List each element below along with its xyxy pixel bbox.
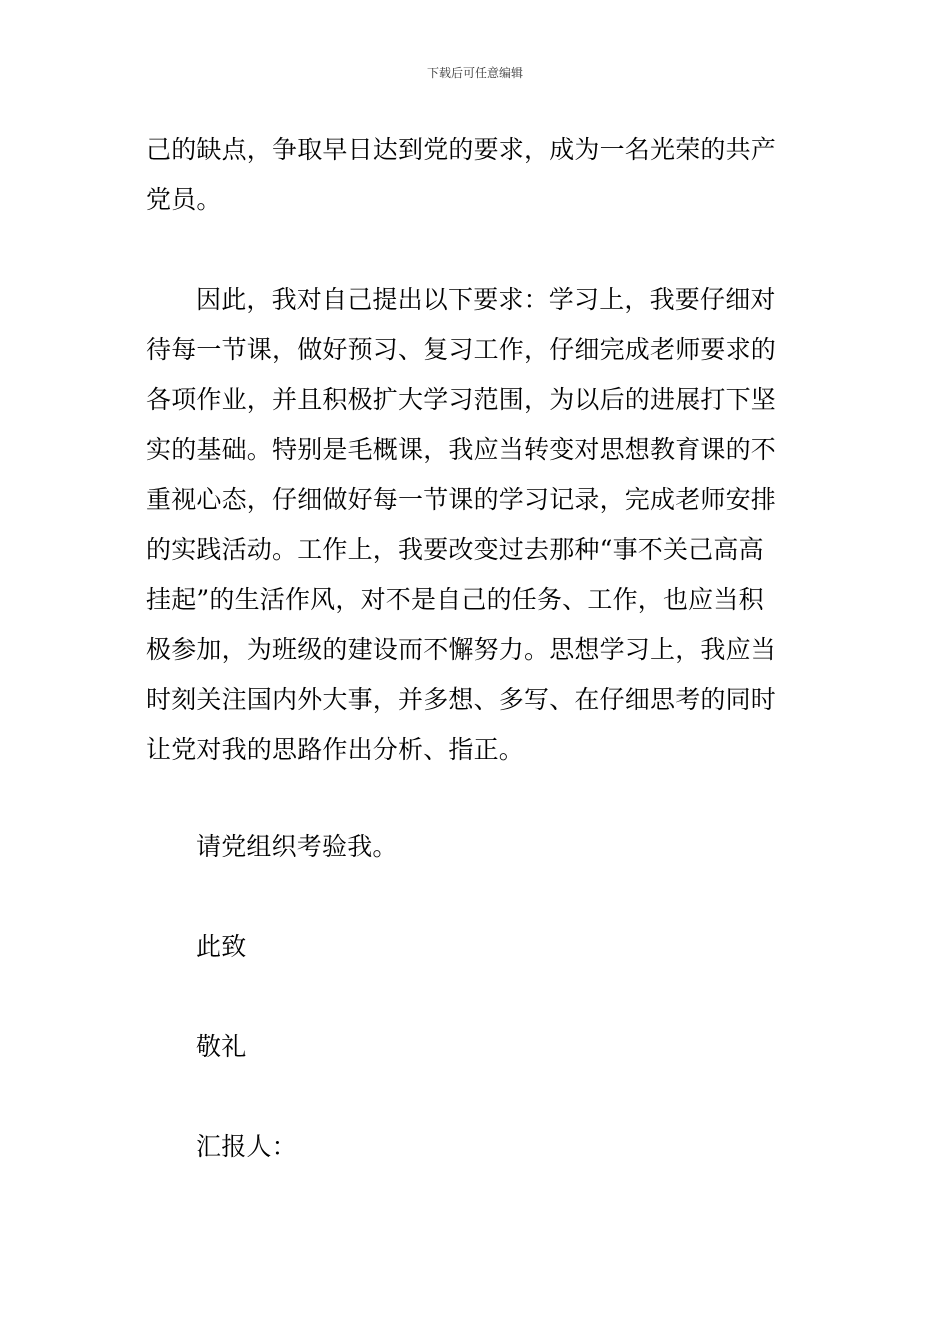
paragraph-1-line-1: 己的缺点，争取早日达到党的要求，成为一名光荣的共产 xyxy=(146,135,777,164)
paragraph-2-line-7: 挂起”的生活作风，对不是自己的任务、工作，也应当积 xyxy=(146,585,764,614)
paragraph-2-line-3: 各项作业，并且积极扩大学习范围，为以后的进展打下坚 xyxy=(146,385,777,414)
page-header: 下载后可任意编辑 xyxy=(426,66,523,80)
paragraph-2-line-4: 实的基础。特别是毛概课，我应当转变对思想教育课的不 xyxy=(146,435,777,464)
paragraph-2-line-2: 待每一节课，做好预习、复习工作，仔细完成老师要求的 xyxy=(146,335,777,364)
closing-salutation: 此致 xyxy=(196,932,247,961)
paragraph-3: 请党组织考验我。 xyxy=(196,832,398,861)
paragraph-2-line-9: 时刻关注国内外大事，并多想、多写、在仔细思考的同时 xyxy=(146,685,777,714)
paragraph-1-line-2: 党员。 xyxy=(146,185,222,214)
reporter-label: 汇报人： xyxy=(196,1132,297,1161)
paragraph-2-line-6: 的实践活动。工作上，我要改变过去那种“事不关己高高 xyxy=(146,535,764,564)
paragraph-2-line-10: 让党对我的思路作出分析、指正。 xyxy=(146,735,525,764)
paragraph-2-line-8: 极参加，为班级的建设而不懈努力。思想学习上，我应当 xyxy=(146,635,777,664)
closing-regards: 敬礼 xyxy=(196,1032,247,1061)
paragraph-2-line-5: 重视心态，仔细做好每一节课的学习记录，完成老师安排 xyxy=(146,485,777,514)
paragraph-2-line-1: 因此，我对自己提出以下要求：学习上，我要仔细对 xyxy=(196,285,776,314)
document-body xyxy=(146,0,816,1344)
